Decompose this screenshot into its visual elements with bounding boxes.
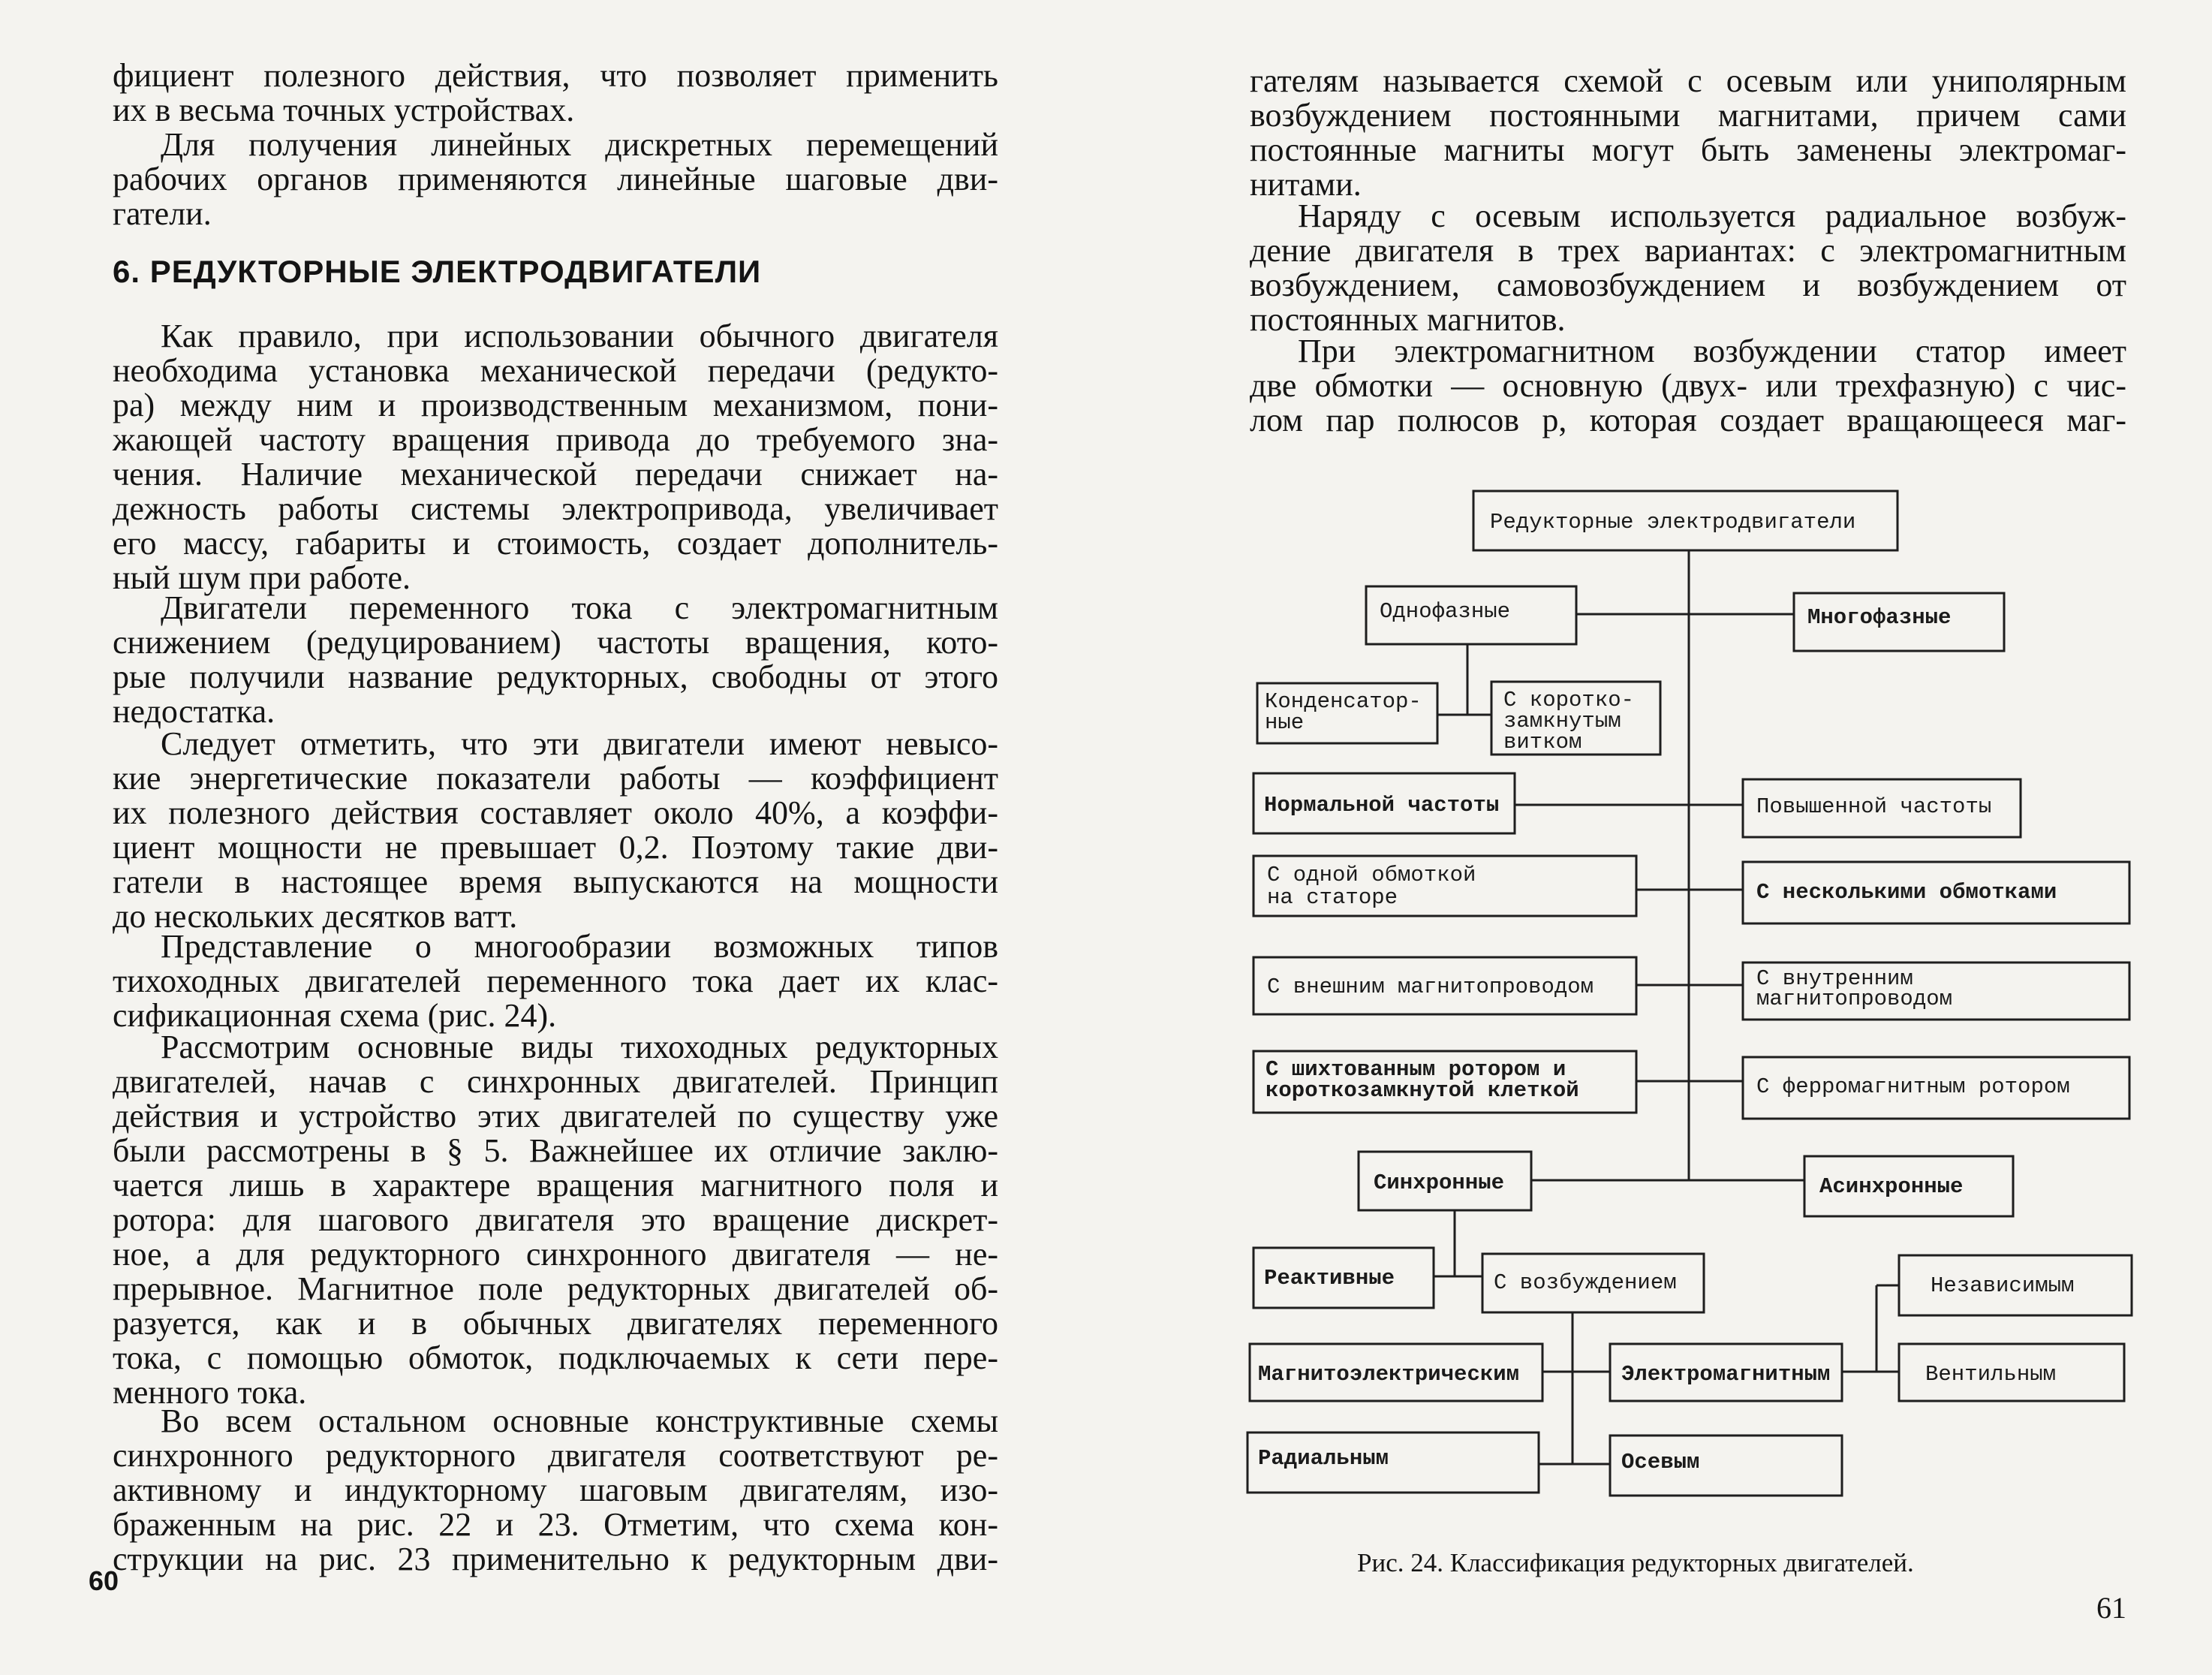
- text-line: ное, а для редукторного синхронного двигателя — не-: [113, 1236, 998, 1273]
- diagram-node-independent: [1899, 1255, 2132, 1315]
- node-label: С возбуждением: [1494, 1270, 1677, 1295]
- text-line: его массу, габариты и стоимость, создает дополнитель-: [113, 525, 998, 562]
- text-line: тихоходных двигателей переменного тока дает их клас-: [113, 963, 998, 999]
- diagram-node-root: [1473, 491, 1898, 550]
- node-label: Редукторные электродвигатели: [1490, 510, 1856, 535]
- text-line: сификационная схема (рис. 24).: [113, 997, 557, 1034]
- node-label: С внутренним: [1756, 966, 1913, 991]
- text-line: струкции на рис. 23 применительно к редукторным дви-: [113, 1541, 998, 1577]
- text-line: гатели в настоящее время выпускаются на мощности: [113, 863, 998, 900]
- diagram-node-asynchronous: [1804, 1156, 2013, 1216]
- text-line: их полезного действия составляет около 40%, а коэффи-: [113, 794, 998, 831]
- text-line: недостатка.: [113, 693, 275, 730]
- figure-caption: Рис. 24. Классификация редукторных двигателей.: [1357, 1548, 1914, 1577]
- node-label: Повышенной частоты: [1756, 794, 1992, 819]
- node-label: Независимым: [1931, 1273, 2075, 1298]
- diagram-node-internal-core: [1743, 963, 2129, 1020]
- text-line: снижением (редуцированием) частоты вращения, кото-: [113, 624, 998, 661]
- node-label: Однофазные: [1380, 599, 1511, 624]
- text-line: чается лишь в характере вращения магнитного поля и: [113, 1167, 998, 1204]
- text-line: нитами.: [1250, 166, 1362, 203]
- diagram-node-external-core: [1253, 957, 1636, 1014]
- text-line: чения. Наличие механической передачи снижает на-: [113, 456, 998, 493]
- text-line: возбуждением, самовозбуждением и возбуждением от: [1250, 267, 2126, 303]
- diagram-node-magnetoelectric: [1250, 1344, 1542, 1401]
- node-label: С шихтованным ротором и: [1266, 1057, 1566, 1082]
- text-line: Для получения линейных дискретных перемещений: [161, 126, 998, 163]
- diagram-node-normal-frequency: [1253, 773, 1515, 833]
- text-line: При электромагнитном возбуждении статор имеет: [1298, 333, 2126, 369]
- diagram-node-reactive: [1253, 1248, 1434, 1308]
- node-label: Нормальной частоты: [1264, 793, 1500, 818]
- text-line: гатели.: [113, 195, 212, 232]
- text-line: тока, с помощью обмоток, подключаемых к сети пере-: [113, 1339, 998, 1376]
- diagram-node-valve: [1899, 1344, 2124, 1401]
- text-line: две обмотки — основную (двух- или трехфазную) с чис-: [1250, 367, 2126, 404]
- node-label: Вентильным: [1925, 1362, 2057, 1387]
- text-line: дение двигателя в трех вариантах: с электромагнитным: [1250, 232, 2126, 269]
- text-line: фициент полезного действия, что позволяет применить: [113, 57, 998, 94]
- node-label: ные: [1265, 710, 1305, 735]
- node-label: Многофазные: [1807, 605, 1952, 630]
- text-line: Рассмотрим основные виды тихоходных редукторных: [161, 1029, 998, 1065]
- text-line: кие энергетические показатели работы — коэффициент: [113, 760, 998, 797]
- diagram-node-one-winding: [1253, 856, 1636, 916]
- text-line: Представление о многообразии возможных типов: [161, 928, 998, 965]
- node-label: Радиальным: [1258, 1446, 1389, 1471]
- text-line: Как правило, при использовании обычного двигателя: [161, 318, 998, 354]
- node-label: Синхронные: [1374, 1170, 1505, 1195]
- diagram-node-shorted-turn: [1491, 682, 1660, 755]
- text-line: прерывное. Магнитное поле редукторных двигателей об-: [113, 1270, 998, 1307]
- text-line: рые получили название редукторных, свободны от этого: [113, 658, 998, 695]
- text-line: возбуждением постоянными магнитами, причем сами: [1250, 97, 2126, 134]
- diagram-node-many-windings: [1743, 862, 2129, 923]
- node-label: С ферромагнитным ротором: [1756, 1074, 2070, 1099]
- diagram-node-single-phase: [1366, 586, 1576, 644]
- text-line: браженным на рис. 22 и 23. Отметим, что схема кон-: [113, 1506, 998, 1543]
- text-line: Во всем остальном основные конструктивные схемы: [161, 1402, 998, 1439]
- section-heading: 6. РЕДУКТОРНЫЕ ЭЛЕКТРОДВИГАТЕЛИ: [113, 254, 762, 289]
- node-label: С несколькими обмотками: [1756, 880, 2057, 905]
- node-label: Асинхронные: [1819, 1174, 1964, 1199]
- diagram-node-radial: [1247, 1432, 1539, 1493]
- text-line: до нескольких десятков ватт.: [113, 898, 518, 935]
- text-line: двигателей, начав с синхронных двигателей. Принцип: [113, 1063, 998, 1100]
- text-line: постоянных магнитов.: [1250, 301, 1566, 338]
- diagram-node-laminated-rotor: [1253, 1051, 1636, 1113]
- text-line: ный шум при работе.: [113, 559, 411, 596]
- text-line: дежность работы системы электропривода, увеличивает: [113, 490, 998, 527]
- node-label: витком: [1503, 730, 1582, 755]
- node-label: на статоре: [1267, 885, 1398, 910]
- node-label: Конденсатор-: [1265, 689, 1422, 714]
- text-line: ротора: для шагового двигателя это вращение дискрет-: [113, 1201, 998, 1238]
- node-label: С внешним магнитопроводом: [1267, 975, 1594, 999]
- diagram-node-high-frequency: [1743, 779, 2021, 837]
- diagram-node-axial: [1610, 1435, 1842, 1496]
- node-label: Осевым: [1621, 1450, 1700, 1475]
- node-label: короткозамкнутой клеткой: [1266, 1078, 1579, 1103]
- text-line: Наряду с осевым используется радиальное возбуж-: [1298, 197, 2126, 234]
- text-line: рабочих органов применяются линейные шаговые дви-: [113, 161, 998, 197]
- node-label: замкнутым: [1503, 709, 1621, 734]
- diagram-node-excited: [1482, 1254, 1704, 1312]
- diagram-node-capacitor: [1257, 683, 1437, 743]
- diagram-node-electromagnetic: [1610, 1344, 1842, 1401]
- text-line: действия и устройство этих двигателей по существу уже: [113, 1098, 998, 1134]
- node-label: Реактивные: [1264, 1266, 1395, 1291]
- diagram-node-multi-phase: [1794, 593, 2004, 651]
- text-line: лом пар полюсов p, которая создает вращающееся маг-: [1250, 402, 2126, 438]
- page-number-left: 60: [89, 1565, 119, 1596]
- text-line: гателям называется схемой с осевым или униполярным: [1250, 62, 2126, 99]
- text-line: необходима установка механической передачи (редукто-: [113, 352, 998, 389]
- text-line: Двигатели переменного тока с электромагнитным: [161, 589, 998, 626]
- node-label: Магнитоэлектрическим: [1258, 1362, 1520, 1387]
- node-label: С одной обмоткой: [1267, 863, 1476, 887]
- text-line: были рассмотрены в § 5. Важнейшее их отличие заклю-: [113, 1132, 998, 1169]
- text-line: ра) между ним и производственным механизмом, пони-: [113, 387, 998, 423]
- text-line: активному и индукторному шаговым двигателям, изо-: [113, 1472, 998, 1508]
- text-line: жающей частоту вращения привода до требуемого зна-: [113, 421, 998, 458]
- text-line: менного тока.: [113, 1374, 307, 1411]
- diagram-node-ferromagnetic-rotor: [1743, 1057, 2129, 1119]
- text-line: синхронного редукторного двигателя соответствуют ре-: [113, 1437, 998, 1474]
- node-label: магнитопроводом: [1756, 987, 1953, 1011]
- text-line: их в весьма точных устройствах.: [113, 92, 575, 128]
- page-number-right: 61: [2096, 1591, 2126, 1625]
- text-line: циент мощности не превышает 0,2. Поэтому такие дви-: [113, 829, 998, 866]
- text-line: постоянные магниты могут быть заменены электромаг-: [1250, 131, 2126, 168]
- text-line: Следует отметить, что эти двигатели имеют невысо-: [161, 725, 998, 762]
- diagram-node-synchronous: [1359, 1152, 1531, 1210]
- node-label: Электромагнитным: [1621, 1362, 1831, 1387]
- node-label: С коротко-: [1503, 688, 1635, 712]
- text-line: разуется, как и в обычных двигателях переменного: [113, 1305, 998, 1342]
